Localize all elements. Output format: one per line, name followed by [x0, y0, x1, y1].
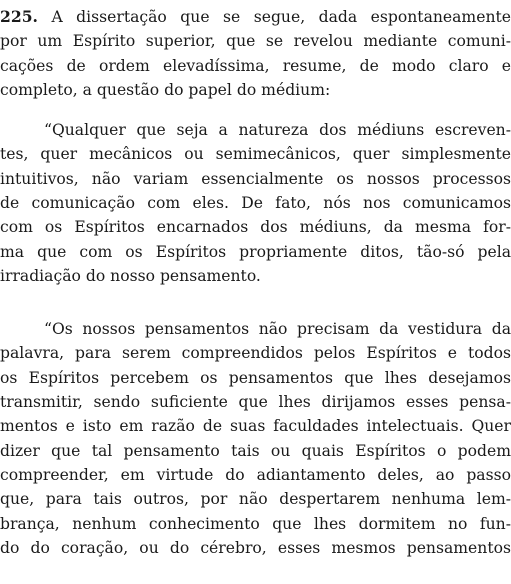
paragraph-quote-2: [0, 317, 511, 560]
text-line: tes, quer mecânicos ou semimecânicos, quer simplesmente: [0, 145, 511, 164]
text-line: intuitivos, não variam essencialmente os nossos processos: [0, 169, 511, 188]
text-line: do do coração, ou do cérebro, esses mesmos pensamentos: [0, 539, 511, 558]
text-line: de comunicação com eles. De fato, nós nos comunicamos: [0, 194, 511, 213]
text-line: mentos e isto em razão de suas faculdades intelectuais. Quer: [0, 417, 511, 436]
paragraph-quote-1: [0, 118, 511, 288]
text-line: brança, nenhum conhecimento que lhes dormitem no fun-: [0, 514, 511, 533]
text-line: ma que com os Espíritos propriamente ditos, tão-só pela: [0, 242, 511, 261]
text-line: com os Espíritos encarnados dos médiuns, da mesma for-: [0, 218, 511, 237]
text-line: 225. A dissertação que se segue, dada espontaneamente: [0, 7, 511, 26]
text-line: que, para tais outros, por não despertarem nenhuma lem-: [0, 490, 511, 509]
text-line: os Espíritos percebem os pensamentos que lhes desejamos: [0, 368, 511, 387]
text-line: “Os nossos pensamentos não precisam da vestidura da: [44, 320, 511, 338]
paragraph-225-intro: [0, 5, 511, 102]
text-line: cações de ordem elevadíssima, resume, de modo claro e: [0, 56, 511, 75]
text-line: dizer que tal pensamento tais ou quais Espíritos o podem: [0, 441, 511, 460]
paragraph-number: 225.: [0, 7, 38, 26]
text-line: irradiação do nosso pensamento.: [0, 267, 261, 286]
text-line: transmitir, sendo suficiente que lhes dirijamos esses pensa-: [0, 393, 511, 412]
text-line: completo, a questão do papel do médium:: [0, 81, 331, 100]
text-line: palavra, para serem compreendidos pelos Espíritos e todos: [0, 344, 511, 363]
text-line: “Qualquer que seja a natureza dos médiuns escreven-: [44, 121, 511, 139]
text-line: por um Espírito superior, que se revelou mediante comuni-: [0, 32, 511, 51]
text-line: compreender, em virtude do adiantamento deles, ao passo: [0, 466, 511, 485]
